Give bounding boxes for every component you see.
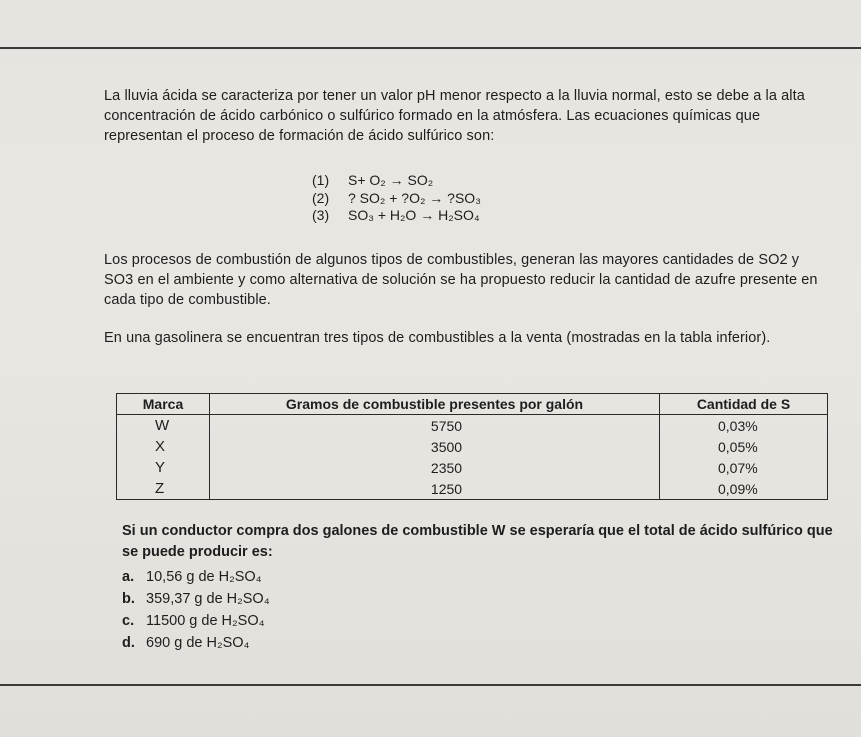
equation-number: (2) [312, 189, 330, 206]
equation-2 [312, 190, 481, 208]
table-row [117, 436, 828, 457]
cell-marca: X [117, 436, 210, 457]
answer-options [122, 566, 270, 654]
option-d[interactable] [122, 632, 270, 654]
option-letter: a. [122, 569, 135, 585]
table-header-row [117, 394, 828, 415]
gas-station-paragraph: En una gasolinera se encuentran tres tipos de combustibles a la venta (mostradas en la tabla inferior). [104, 330, 771, 346]
cell-cantidad: 0,09% [660, 478, 828, 500]
option-letter: c. [122, 613, 135, 629]
equations-list [312, 172, 481, 225]
header-gramos: Gramos de combustible presentes por galón [210, 394, 660, 415]
equation-3 [312, 207, 481, 225]
cell-marca: Y [117, 457, 210, 478]
cell-marca: W [117, 415, 210, 437]
equation-text: S+ O₂ → SO₂ [348, 172, 434, 188]
option-c[interactable] [122, 610, 270, 632]
fuel-table [116, 393, 828, 500]
header-marca: Marca [117, 394, 210, 415]
intro-paragraph: La lluvia ácida se caracteriza por tener un valor pH menor respecto a la lluvia normal, esto se debe a la alta concentración de ácido carbónico o sulfúrico formado en la atmósfera. Las ecuaciones químicas que representan el proceso de formación de ácido sulfúrico son: [104, 88, 805, 144]
option-text: 10,56 g de H₂SO₄ [146, 569, 262, 585]
table-row [117, 457, 828, 478]
equation-text: ? SO₂ + ?O₂ → ?SO₃ [348, 189, 481, 206]
option-a[interactable] [122, 566, 270, 588]
option-text: 11500 g de H₂SO₄ [146, 613, 265, 629]
equation-1 [312, 172, 481, 190]
option-text: 359,37 g de H₂SO₄ [146, 591, 270, 607]
question-text: Si un conductor compra dos galones de combustible W se esperaría que el total de ácido sulfúrico que se puede producir es: [122, 523, 833, 560]
cell-cantidad: 0,07% [660, 457, 828, 478]
top-divider [0, 47, 861, 49]
cell-cantidad: 0,05% [660, 436, 828, 457]
cell-gramos: 5750 [210, 415, 660, 437]
equation-text: SO₃ + H₂O → H₂SO₄ [348, 207, 480, 223]
option-letter: b. [122, 591, 135, 607]
option-b[interactable] [122, 588, 270, 610]
equation-number: (3) [312, 207, 330, 223]
table-row [117, 415, 828, 437]
combustion-paragraph: Los procesos de combustión de algunos tipos de combustibles, generan las mayores cantidades de SO2 y SO3 en el ambiente y como alternativa de solución se ha propuesto reducir la cantidad de azufre presente en cada tipo de combustible. [104, 252, 818, 308]
header-cantidad: Cantidad de S [660, 394, 828, 415]
option-letter: d. [122, 635, 135, 651]
cell-gramos: 2350 [210, 457, 660, 478]
cell-gramos: 3500 [210, 436, 660, 457]
cell-cantidad: 0,03% [660, 415, 828, 437]
equation-number: (1) [312, 172, 330, 188]
option-text: 690 g de H₂SO₄ [146, 635, 250, 651]
cell-marca: Z [117, 478, 210, 500]
bottom-divider [0, 684, 861, 686]
table-row [117, 478, 828, 500]
cell-gramos: 1250 [210, 478, 660, 500]
